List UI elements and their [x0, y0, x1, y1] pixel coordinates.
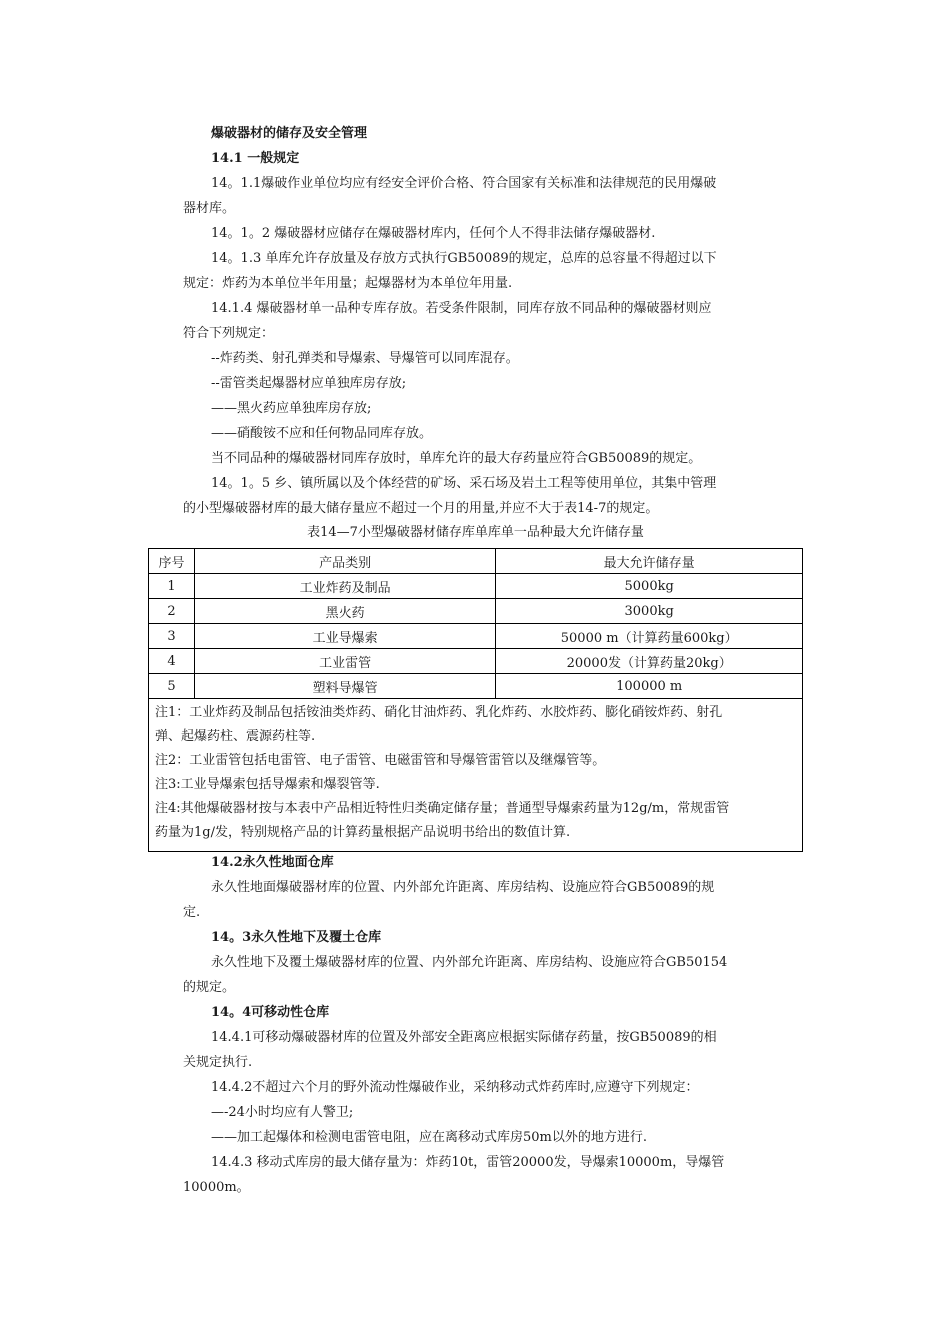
table-cell: 黑火药: [194, 599, 495, 624]
table-cell: 工业导爆索: [194, 624, 495, 649]
paragraph: 永久性地面爆破器材库的位置、内外部允许距离、库房结构、设施应符合GB50089的规: [211, 880, 715, 895]
header-cell: 产品类别: [194, 549, 495, 574]
paragraph: 的规定。: [183, 980, 236, 995]
paragraph: 当不同品种的爆破器材同库存放时，单库允许的最大存药量应符合GB50089的规定。: [211, 451, 702, 466]
table-row: [149, 599, 803, 624]
list-item: —-24小时均应有人警卫;: [211, 1105, 354, 1120]
table-note: 弹、起爆药柱、震源药柱等.: [155, 729, 316, 744]
table-notes-row: [149, 699, 803, 852]
paragraph: 14。1.3 单库允许存放量及存放方式执行GB50089的规定，总库的总容量不得超过以下: [211, 251, 717, 266]
paragraph: 规定：炸药为本单位半年用量；起爆器材为本单位年用量.: [183, 276, 513, 291]
table-cell: 1: [149, 574, 195, 599]
list-item: ——硝酸铵不应和任何物品同库存放。: [211, 426, 433, 441]
table-row: [149, 674, 803, 699]
table-caption: 表14—7小型爆破器材储存库单库单一品种最大允许储存量: [307, 525, 644, 540]
table-row: [149, 624, 803, 649]
table-cell: 50000 m（计算药量600kg）: [496, 624, 803, 649]
table-cell: 5000kg: [496, 574, 803, 599]
table-cell: 塑料导爆管: [194, 674, 495, 699]
paragraph: 永久性地下及覆土爆破器材库的位置、内外部允许距离、库房结构、设施应符合GB50154: [211, 955, 728, 970]
list-item: --雷管类起爆器材应单独库房存放;: [211, 376, 407, 391]
paragraph: 14.4.1可移动爆破器材库的位置及外部安全距离应根据实际储存药量，按GB50089的相: [211, 1030, 717, 1045]
table-cell: 3000kg: [496, 599, 803, 624]
heading-14-4: 14。4可移动性仓库: [211, 1005, 330, 1020]
header-cell: 序号: [149, 549, 195, 574]
paragraph: 关规定执行.: [183, 1055, 253, 1070]
table-cell: 2: [149, 599, 195, 624]
table-note: 药量为1g/发，特别规格产品的计算药量根据产品说明书给出的数值计算.: [155, 825, 571, 840]
list-item: ——黑火药应单独库房存放;: [211, 401, 372, 416]
list-item: ——加工起爆体和检测电雷管电阻，应在离移动式库房50m以外的地方进行.: [211, 1130, 648, 1145]
paragraph: 10000m。: [183, 1180, 250, 1195]
table-notes: [149, 699, 803, 852]
storage-table: [148, 548, 803, 852]
paragraph: 定.: [183, 905, 201, 920]
table-cell: 5: [149, 674, 195, 699]
heading-14-1: 14.1 一般规定: [211, 151, 300, 166]
table-cell: 3: [149, 624, 195, 649]
table-note: 注1：工业炸药及制品包括铵油类炸药、硝化甘油炸药、乳化炸药、水胶炸药、膨化硝铵炸药、射孔: [155, 705, 723, 720]
paragraph: 器材库。: [183, 201, 236, 216]
paragraph: 的小型爆破器材库的最大储存量应不超过一个月的用量,并应不大于表14-7的规定。: [183, 501, 659, 516]
table-row: [149, 574, 803, 599]
paragraph: 14.1.4 爆破器材单一品种专库存放。若受条件限制，同库存放不同品种的爆破器材则应: [211, 301, 712, 316]
table-cell: 工业雷管: [194, 649, 495, 674]
table-note: 注2：工业雷管包括电雷管、电子雷管、电磁雷管和导爆管雷管以及继爆管等。: [155, 753, 606, 768]
heading-14-2: 14.2永久性地面仓库: [211, 855, 334, 870]
table-cell: 工业炸药及制品: [194, 574, 495, 599]
table-header-row: [149, 549, 803, 574]
table-note: 注4:其他爆破器材按与本表中产品相近特性归类确定储存量；普通型导爆索药量为12g/m，常规雷管: [155, 801, 730, 816]
table-note: 注3:工业导爆索包括导爆索和爆裂管等.: [155, 777, 380, 792]
paragraph: 符合下列规定：: [183, 326, 275, 341]
text-block-top: [183, 124, 773, 524]
heading-14-3: 14。3永久性地下及覆土仓库: [211, 930, 382, 945]
table-cell: 4: [149, 649, 195, 674]
table-row: [149, 649, 803, 674]
table-cell: 20000发（计算药量20kg）: [496, 649, 803, 674]
paragraph: 14.4.2不超过六个月的野外流动性爆破作业，采纳移动式炸药库时,应遵守下列规定：: [211, 1080, 699, 1095]
section-title: 爆破器材的储存及安全管理: [211, 126, 368, 141]
paragraph: 14。1.1爆破作业单位均应有经安全评价合格、符合国家有关标准和法律规范的民用爆破: [211, 176, 717, 191]
list-item: --炸药类、射孔弹类和导爆索、导爆管可以同库混存。: [211, 351, 519, 366]
paragraph: 14。1。2 爆破器材应储存在爆破器材库内，任何个人不得非法储存爆破器材.: [211, 226, 656, 241]
table-cell: 100000 m: [496, 674, 803, 699]
header-cell: 最大允许储存量: [496, 549, 803, 574]
paragraph: 14。1。5 乡、镇所属以及个体经营的矿场、采石场及岩土工程等使用单位，其集中管理: [211, 476, 717, 491]
paragraph: 14.4.3 移动式库房的最大储存量为：炸药10t，雷管20000发，导爆索10000m，导爆管: [211, 1155, 725, 1170]
text-block-bottom: [183, 853, 773, 1203]
